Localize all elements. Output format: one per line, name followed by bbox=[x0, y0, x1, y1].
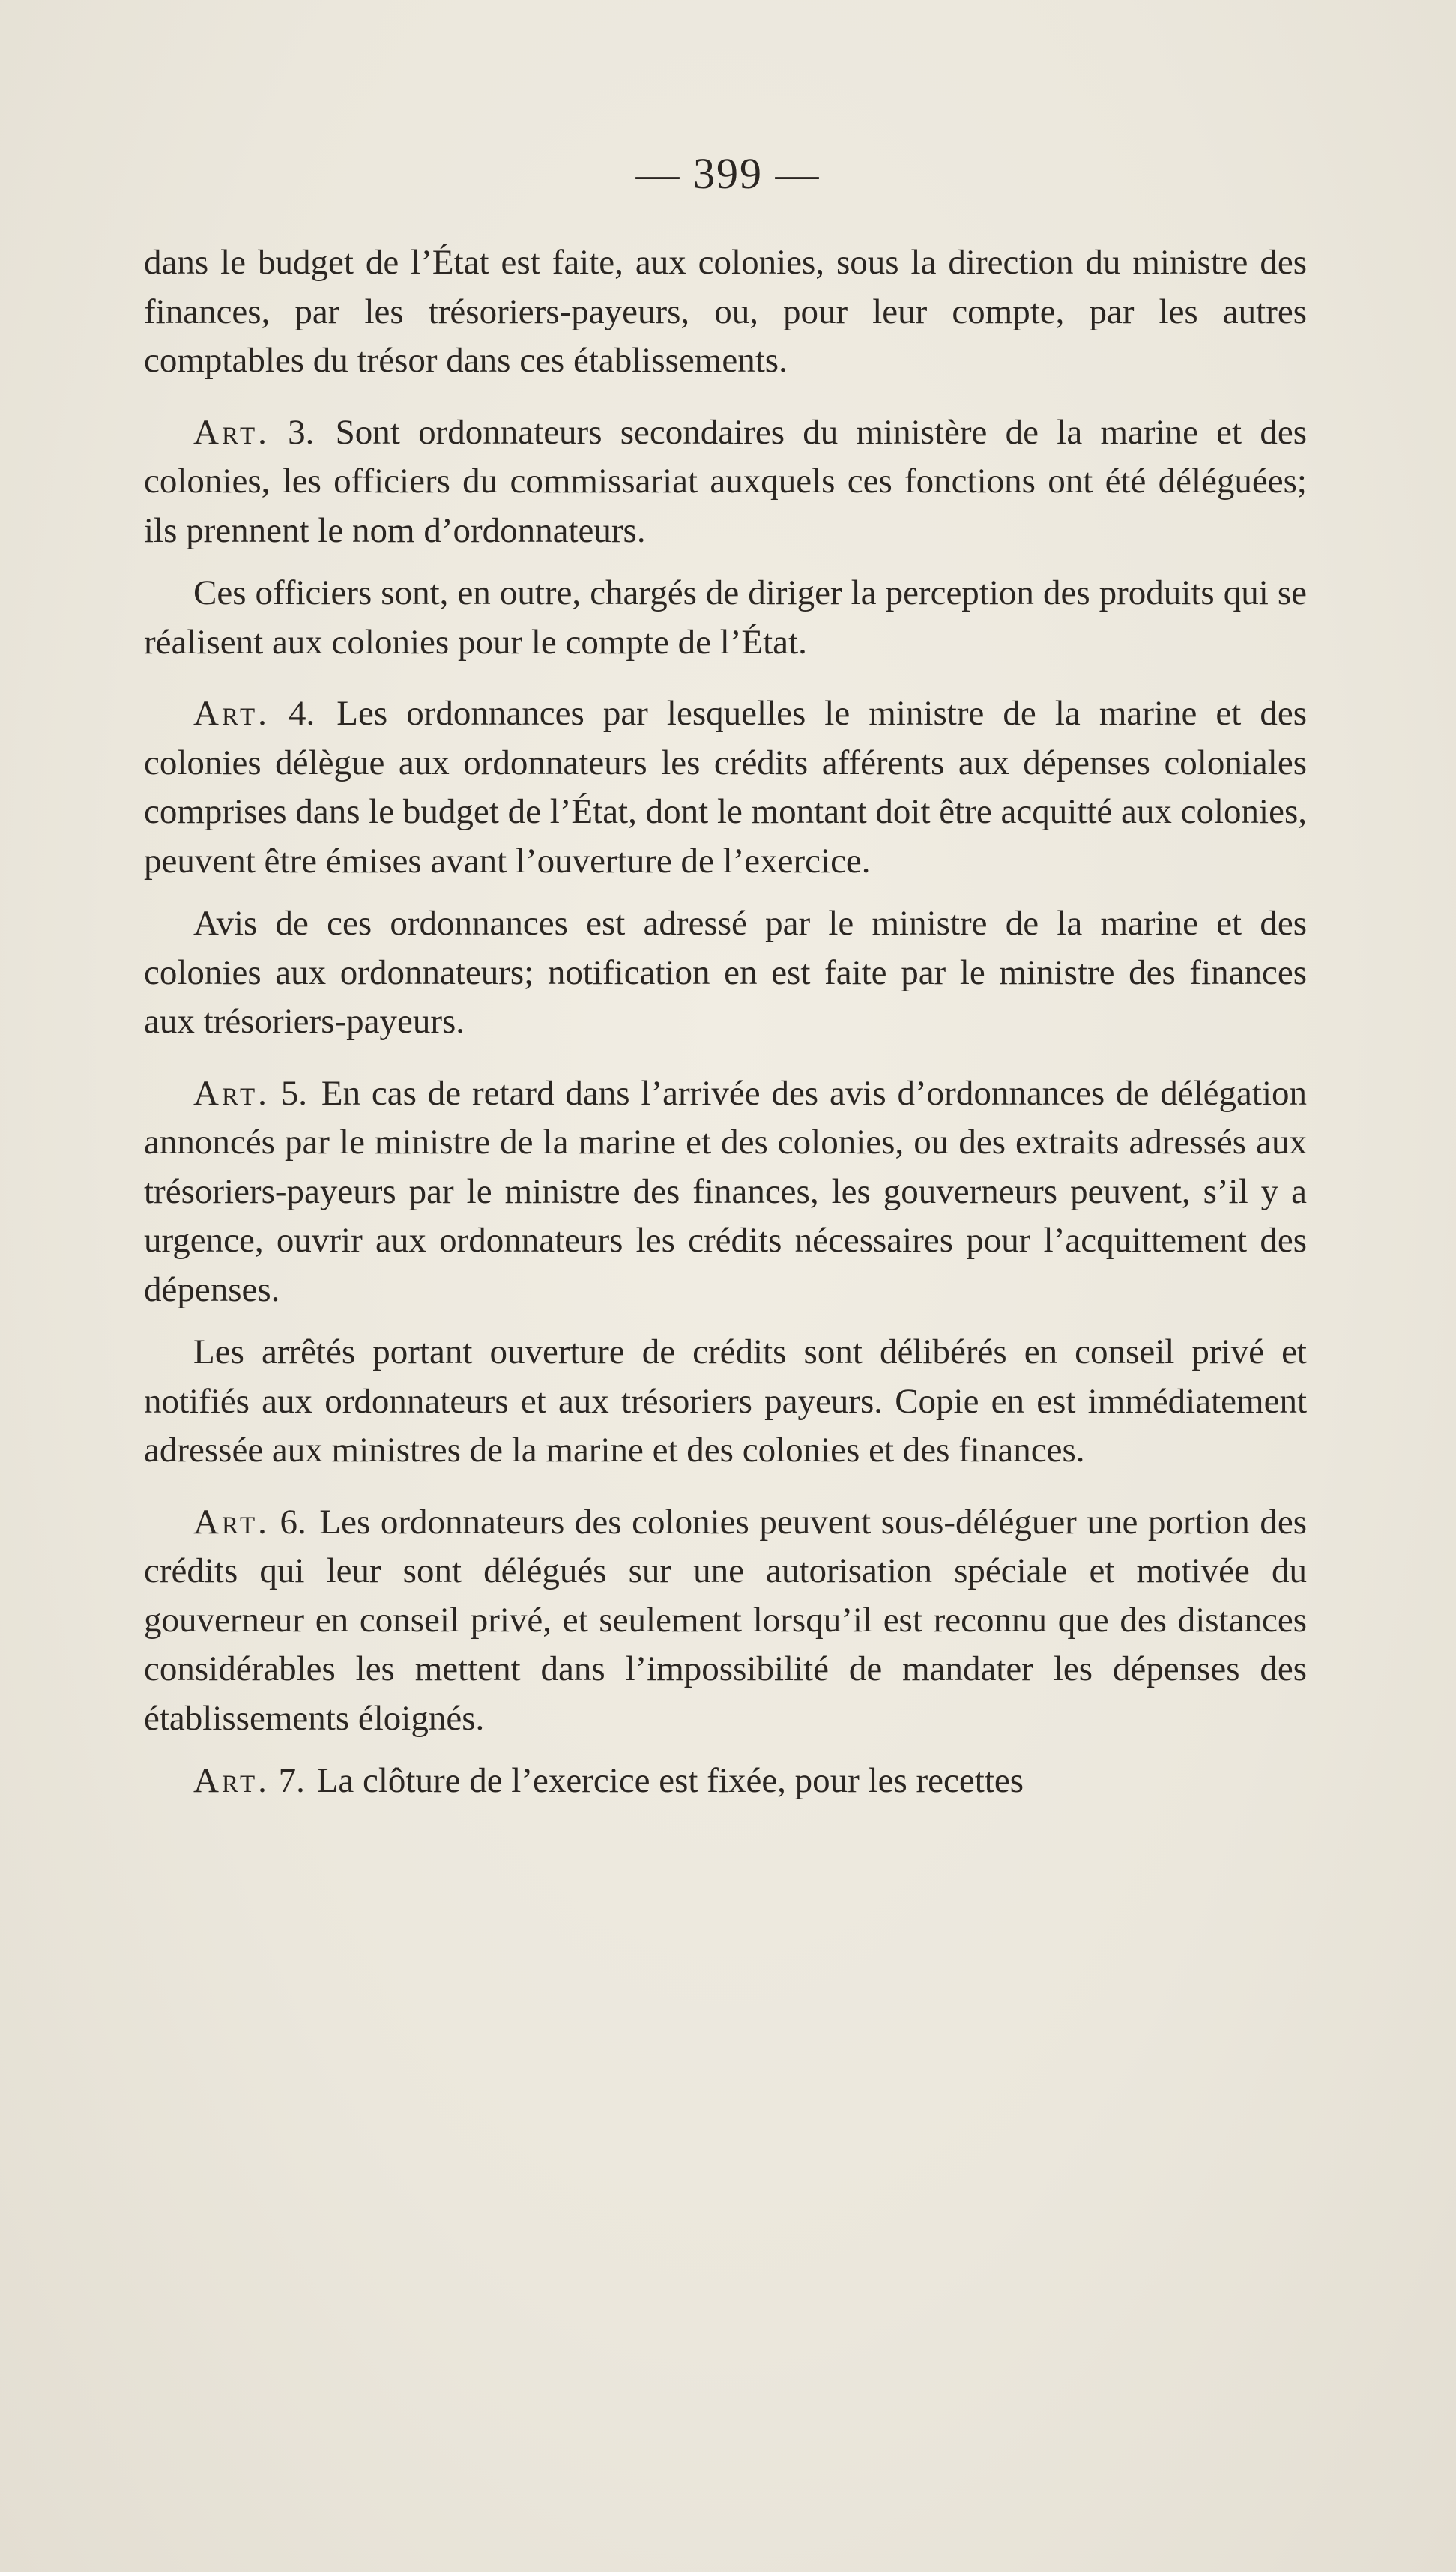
article-7-paragraph bbox=[144, 1757, 1307, 1806]
article-number: 4. bbox=[288, 694, 315, 733]
page-number: — 399 — bbox=[635, 149, 821, 198]
article-label: Art. bbox=[193, 1761, 270, 1800]
article-number: 6. bbox=[280, 1502, 306, 1542]
article-3-paragraph bbox=[144, 408, 1307, 556]
paragraph-text: La clôture de l’exercice est fixée, pour les recettes bbox=[316, 1761, 1024, 1800]
paragraph-text: dans le budget de l’État est faite, aux colonies, sous la direction du ministre des finances, par les trésoriers-payeurs, ou, pour leur compte, par les autres comptables du trésor dans ces établissements. bbox=[144, 243, 1307, 380]
paragraph bbox=[144, 569, 1307, 667]
article-label: Art. bbox=[193, 694, 270, 733]
paragraph-text: Avis de ces ordonnances est adressé par le ministre de la marine et des colonies aux ordonnateurs; notification en est faite par le ministre des finances aux trésoriers-payeurs. bbox=[144, 904, 1307, 1041]
paragraph-text: Les ordonnateurs des colonies peuvent sous-déléguer une portion des crédits qui leur sont délégués sur une autorisation spéciale et motivée du gouverneur en conseil privé, et seulement lorsqu’il est reconnu que des distances considérables les mettent dans l’impossibilité de mandater les dépenses des établissements éloignés. bbox=[144, 1502, 1307, 1738]
body-text bbox=[144, 238, 1307, 1806]
paragraph-text: Les arrêtés portant ouverture de crédits sont délibérés en conseil privé et notifiés aux ordonnateurs et aux trésoriers payeurs. Copie en est immédiatement adressée aux ministres de la marine et des colonies et des finances. bbox=[144, 1332, 1307, 1470]
paragraph bbox=[144, 899, 1307, 1047]
paragraph-continuation bbox=[144, 238, 1307, 386]
article-5-paragraph bbox=[144, 1069, 1307, 1315]
article-label: Art. bbox=[193, 1502, 270, 1542]
article-number: 7. bbox=[278, 1761, 305, 1800]
article-6-paragraph bbox=[144, 1498, 1307, 1744]
paragraph-text: En cas de retard dans l’arrivée des avis d’ordonnances de délégation annoncés par le ministre de la marine et des colonies, ou des extraits adressés aux trésoriers-payeurs par le ministre des finances, les gouverneurs peuvent, s’il y a urgence, ouvrir aux ordonnateurs les crédits nécessaires pour l’acquittement des dépenses. bbox=[144, 1073, 1308, 1309]
article-number: 5. bbox=[280, 1073, 307, 1113]
article-label: Art. bbox=[193, 1073, 270, 1113]
paragraph-text: Ces officiers sont, en outre, chargés de diriger la perception des produits qui se réalisent aux colonies pour le compte de l’État. bbox=[144, 573, 1307, 662]
paragraph bbox=[144, 1328, 1307, 1476]
article-number: 3. bbox=[288, 412, 315, 452]
paragraph-text: Les ordonnances par lesquelles le ministre de la marine et des colonies délègue aux ordonnateurs les crédits afférents aux dépenses coloniales comprises dans le budget de l’État, dont le montant doit être acquitté aux colonies, peuvent être émises avant l’ouverture de l’exercice. bbox=[144, 694, 1308, 881]
article-label: Art. bbox=[193, 412, 270, 452]
paragraph-text: Sont ordonnateurs secondaires du ministère de la marine et des colonies, les officiers du commissariat auxquels ces fonctions ont été déléguées; ils prennent le nom d’ordonnateurs. bbox=[144, 412, 1308, 550]
article-4-paragraph bbox=[144, 689, 1307, 886]
